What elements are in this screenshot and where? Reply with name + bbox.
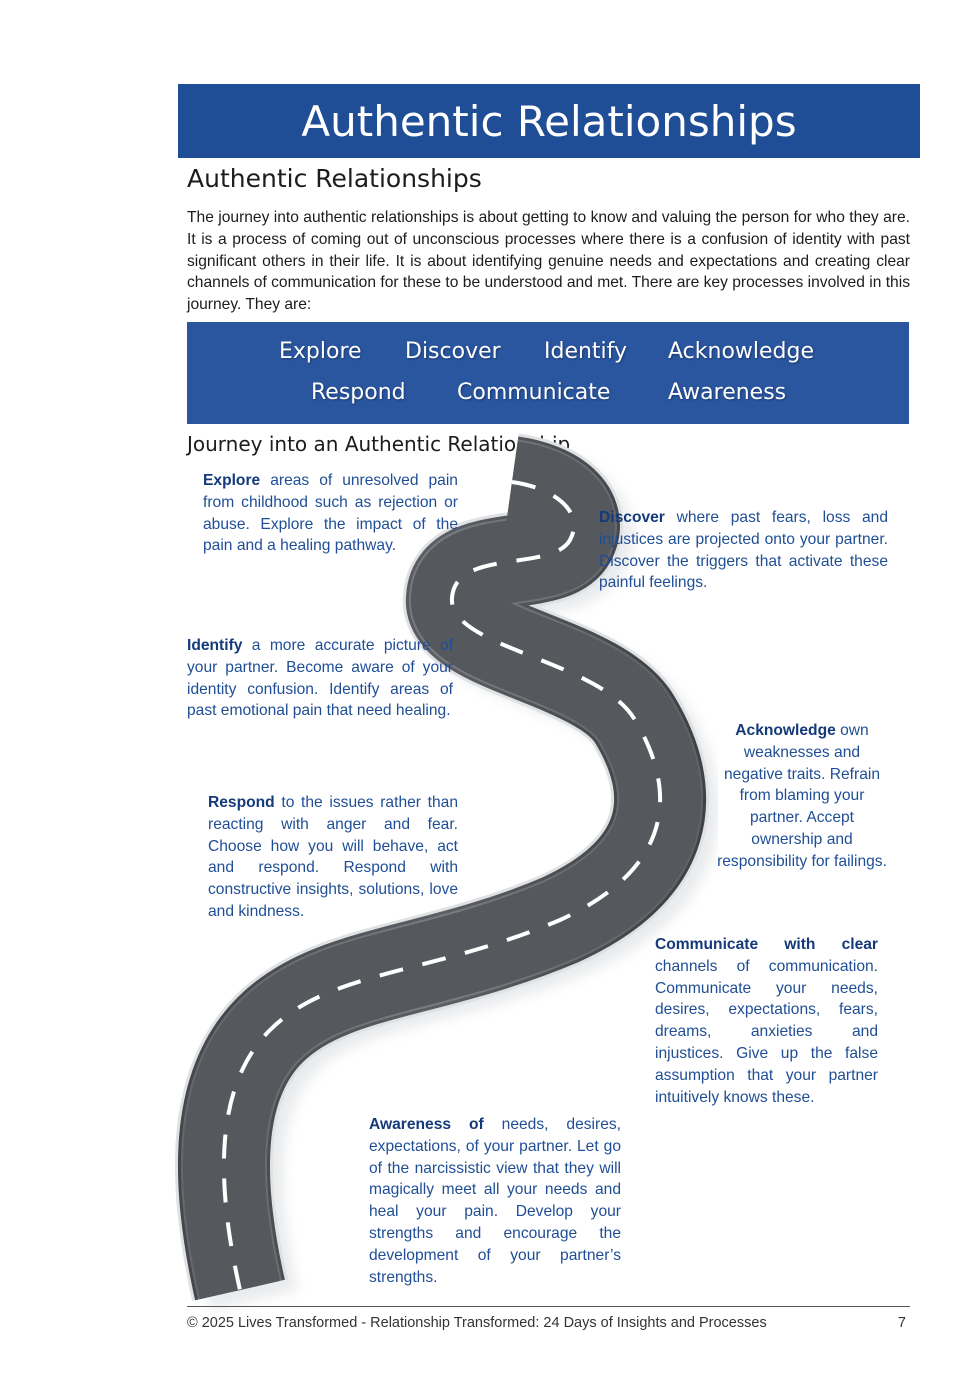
keyword-identify: Identify: [544, 339, 628, 364]
step-discover-text: where past fears, loss and injustices are projected onto your partner. Discover the triggers that activate these painful feelings.: [599, 509, 888, 592]
step-discover-key: Discover: [599, 509, 665, 526]
step-communicate-text: channels of communication. Communicate your needs, desires, expectations, fears, dreams, anxieties and injustices. Give up the false assumption that your partner intuitively knows these.: [655, 957, 878, 1106]
step-discover: [599, 507, 888, 594]
step-explore-text: areas of unresolved pain from childhood such as rejection or abuse. Explore the impact of the pain and a healing pathway.: [203, 472, 458, 555]
step-awareness: [369, 1114, 621, 1288]
keyword-discover: Discover: [405, 339, 501, 364]
step-respond: [208, 792, 458, 923]
step-identify-key: Identify: [187, 637, 243, 654]
step-acknowledge: [717, 720, 887, 873]
step-respond-key: Respond: [208, 794, 275, 811]
section-subtitle: Authentic Relationships: [187, 164, 482, 193]
step-awareness-text: needs, desires, expectations, of your partner. Let go of the narcissistic view that they will magically meet all your needs and heal your pain. Develop your strengths and encourage the development of your partner’s strengths.: [369, 1116, 621, 1286]
intro-paragraph: The journey into authentic relationships is about getting to know and valuing the person for who they are. It is a process of coming out of unconscious processes where there is a confusion of identity with past significant others in their life. It is about identifying genuine needs and expectations and creating clear channels of communication for these to be understood and met. There are key processes involved in this journey. They are:: [187, 209, 910, 314]
step-acknowledge-text: own weaknesses and negative traits. Refrain from blaming your partner. Accept ownership and responsibility for failings.: [717, 722, 887, 870]
step-communicate-key: Communicate with clear: [655, 936, 878, 953]
keyword-respond: Respond: [311, 380, 406, 405]
step-explore-key: Explore: [203, 472, 261, 489]
keyword-explore: Explore: [279, 339, 362, 364]
footer-copyright: © 2025 Lives Transformed - Relationship Transformed: 24 Days of Insights and Processes: [187, 1315, 767, 1331]
journey-heading: Journey into an Authentic Relationship: [187, 432, 571, 456]
keyword-communicate: Communicate: [457, 380, 611, 405]
step-communicate: [655, 934, 878, 1108]
footer-divider: [187, 1306, 910, 1307]
step-identify: [187, 635, 453, 722]
keyword-acknowledge: Acknowledge: [668, 339, 815, 364]
step-explore: [203, 470, 458, 557]
step-acknowledge-key: Acknowledge: [735, 722, 836, 739]
step-respond-text: to the issues rather than reacting with anger and fear. Choose how you will behave, act and respond. Respond with constructive insights, solutions, love and kindness.: [208, 794, 458, 920]
keyword-awareness: Awareness: [668, 380, 787, 405]
step-identify-text: a more accurate picture of your partner. Become aware of your identity confusion. Identify areas of past emotional pain that need healing.: [187, 637, 453, 720]
step-awareness-key: Awareness of: [369, 1116, 484, 1133]
page-number: 7: [897, 1315, 906, 1331]
banner-title: Authentic Relationships: [301, 97, 797, 146]
